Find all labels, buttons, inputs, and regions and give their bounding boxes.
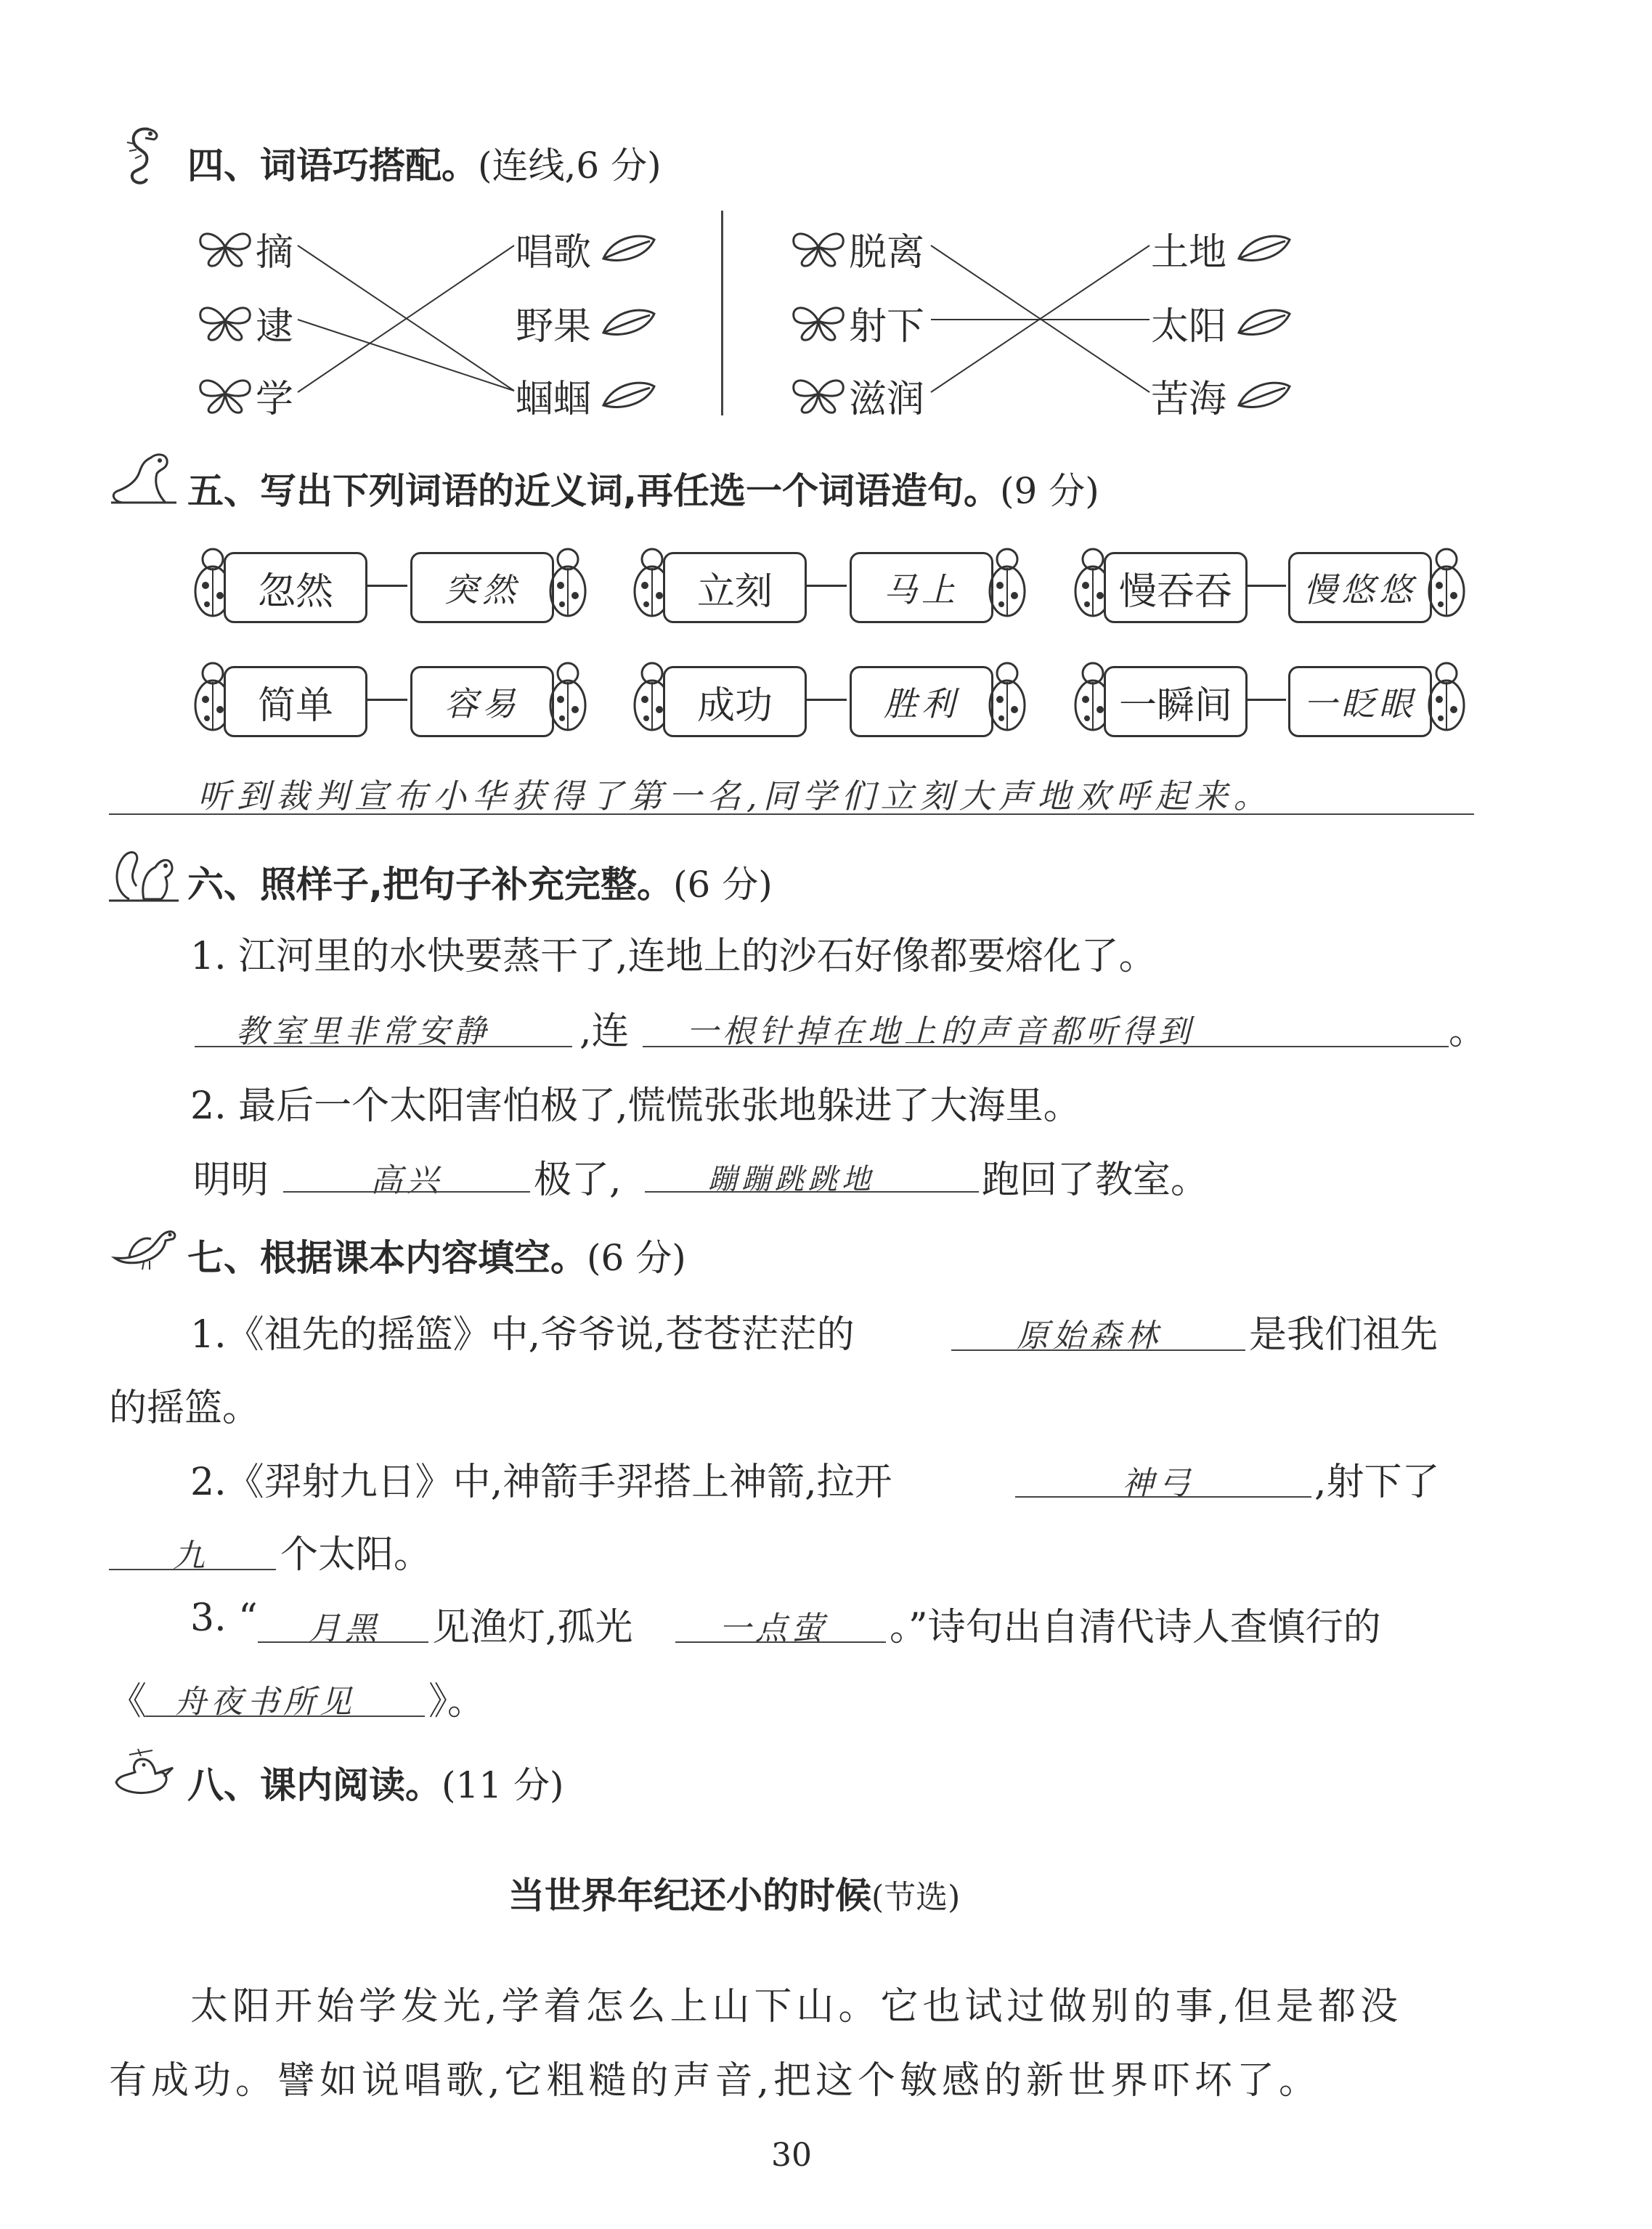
s7-q1-blank: [951, 1349, 1245, 1351]
squirrel-icon: [107, 841, 180, 906]
synonym-word-1: 忽然: [224, 552, 367, 623]
s7-q1-start: 1.《祖先的摇篮》中,爷爷说,苍苍茫茫的: [190, 1313, 855, 1357]
s7-q2-answer-a: 神弓: [1122, 1465, 1195, 1502]
s6-q2-start: 明明: [193, 1158, 269, 1202]
section-4-score: (连线,6 分): [478, 145, 662, 187]
s7-q3-answer-a: 月黑: [309, 1610, 381, 1647]
s6-q2-answer-b: 蹦蹦跳跳地: [708, 1163, 875, 1196]
section-5-heading: [187, 462, 1099, 514]
s7-q3-end: 。”诗句出自清代诗人查慎行的: [890, 1606, 1381, 1649]
s7-q2-blank-a: [1015, 1496, 1311, 1498]
s6-q2-blank-b: [645, 1191, 979, 1193]
bird-icon: [107, 1214, 180, 1272]
s7-q1-answer: 原始森林: [1017, 1317, 1162, 1355]
s7-q1-end: 是我们祖先: [1249, 1313, 1439, 1357]
synonym-word-2: 立刻: [663, 552, 807, 623]
ladybug-icon: [546, 657, 590, 737]
s7-q2-blank-b: [109, 1569, 276, 1570]
s6-q1-answer-b: 一根针掉在地上的声音都听得到: [686, 1013, 1195, 1050]
s6-q2-blank-a: [283, 1191, 530, 1193]
s7-q2-start: 2.《羿射九日》中,神箭手羿搭上神箭,拉开: [190, 1461, 892, 1504]
section-6-title: 六、照样子,把句子补充完整。: [187, 864, 673, 906]
synonym-word-5: 成功: [663, 666, 807, 737]
section-5-score: (9 分): [1000, 470, 1099, 512]
synonym-answer-4: 容易: [410, 666, 554, 737]
s6-q2-text: 2. 最后一个太阳害怕极了,慌慌张张地躲进了大海里。: [190, 1084, 1081, 1128]
match-left-3: 学: [256, 378, 294, 421]
synonym-dash: [1245, 699, 1286, 701]
ladybug-icon: [1425, 543, 1468, 623]
synonym-dash: [1245, 585, 1286, 587]
ladybug-icon: [985, 657, 1029, 737]
match-left-6: 滋润: [849, 378, 925, 421]
section-7-heading: [187, 1229, 686, 1281]
s7-q3-blank-c: [145, 1716, 425, 1717]
match-left-5: 射下: [849, 305, 925, 349]
match-right-3: 蝈蝈: [516, 378, 592, 421]
reading-title-note: (节选): [871, 1879, 961, 1916]
synonym-answer-1: 突然: [410, 552, 554, 623]
s7-q3-start: 3. “: [190, 1596, 258, 1640]
s6-q1-mid: ,连: [579, 1010, 630, 1053]
synonym-answer-2: 马上: [850, 552, 993, 623]
s7-q3-mid: 见渔灯,孤光: [432, 1606, 633, 1649]
match-right-6: 苦海: [1151, 378, 1227, 421]
synonym-dash: [367, 699, 407, 701]
sentence-line: [109, 813, 1474, 815]
s7-q3-line2-end: 》。: [428, 1680, 486, 1723]
s6-q1-end: 。: [1449, 1010, 1487, 1053]
s7-q2-answer-b: 九: [173, 1538, 209, 1575]
match-right-5: 太阳: [1151, 305, 1227, 349]
s7-q3-answer-b: 一点萤: [719, 1610, 828, 1647]
synonym-answer-5: 胜利: [850, 666, 993, 737]
reading-title: 当世界年纪还小的时候: [508, 1875, 871, 1917]
ladybug-icon: [985, 543, 1029, 623]
s7-q3-line2-start: 《: [109, 1680, 147, 1723]
section-7-title: 七、根据课本内容填空。: [187, 1237, 587, 1279]
s6-q2-mid: 极了,: [534, 1158, 622, 1202]
page-number: 30: [771, 2137, 812, 2174]
synonym-sentence: 听到裁判宣布小华获得了第一名,同学们立刻大声地欢呼起来。: [198, 776, 1273, 816]
s7-q2-line2-end: 个太阳。: [280, 1533, 432, 1577]
section-8-title: 八、课内阅读。: [187, 1764, 442, 1806]
s6-q2-answer-a: 高兴: [370, 1162, 443, 1199]
synonym-word-6: 一瞬间: [1104, 666, 1248, 737]
section-8-score: (11 分): [442, 1764, 564, 1806]
s6-q1-blank-b: [643, 1046, 1449, 1047]
reading-title-block: [508, 1867, 960, 1919]
reading-para-line-1: 太阳开始学发光,学着怎么上山下山。它也试过做别的事,但是都没: [190, 1985, 1403, 2029]
synonym-word-3: 慢吞吞: [1104, 552, 1248, 623]
match-left-4: 脱离: [849, 231, 925, 275]
s7-q1-line2: 的摇篮。: [109, 1386, 261, 1430]
synonym-answer-6: 一眨眼: [1288, 666, 1432, 737]
ladybug-icon: [546, 543, 590, 623]
synonym-dash: [806, 699, 847, 701]
reading-para-line-2: 有成功。譬如说唱歌,它粗糙的声音,把这个敏感的新世界吓坏了。: [109, 2059, 1322, 2103]
section-5-title: 五、写出下列词语的近义词,再任选一个词语造句。: [187, 470, 1000, 512]
section-6-heading: [187, 856, 773, 908]
s7-q3-blank-a: [258, 1641, 428, 1643]
synonym-dash: [806, 585, 847, 587]
synonym-answer-3: 慢悠悠: [1288, 552, 1432, 623]
s7-q3-answer-c: 舟夜书所见: [174, 1684, 356, 1721]
s6-q2-end: 跑回了教室。: [982, 1158, 1209, 1202]
match-right-2: 野果: [516, 305, 592, 349]
s6-q1-text: 1. 江河里的水快要蒸干了,连地上的沙石好像都要熔化了。: [190, 935, 1157, 978]
section-7-score: (6 分): [587, 1237, 686, 1279]
section-8-heading: [187, 1756, 564, 1808]
match-right-1: 唱歌: [516, 231, 592, 275]
s7-q2-end: ,射下了: [1314, 1461, 1440, 1504]
ladybug-icon: [1425, 657, 1468, 737]
match-left-1: 摘: [256, 231, 294, 275]
s6-q1-answer-a: 教室里非常安静: [236, 1013, 490, 1050]
seal-icon: [107, 444, 180, 510]
synonym-word-4: 简单: [224, 666, 367, 737]
section-4-title: 四、词语巧搭配。: [187, 145, 478, 187]
match-left-2: 逮: [256, 305, 294, 349]
synonym-dash: [367, 585, 407, 587]
match-right-4: 土地: [1151, 231, 1227, 275]
duck-icon: [107, 1743, 180, 1801]
s7-q3-blank-b: [675, 1641, 886, 1643]
s6-q1-blank-a: [195, 1046, 572, 1047]
section-6-score: (6 分): [673, 864, 773, 906]
